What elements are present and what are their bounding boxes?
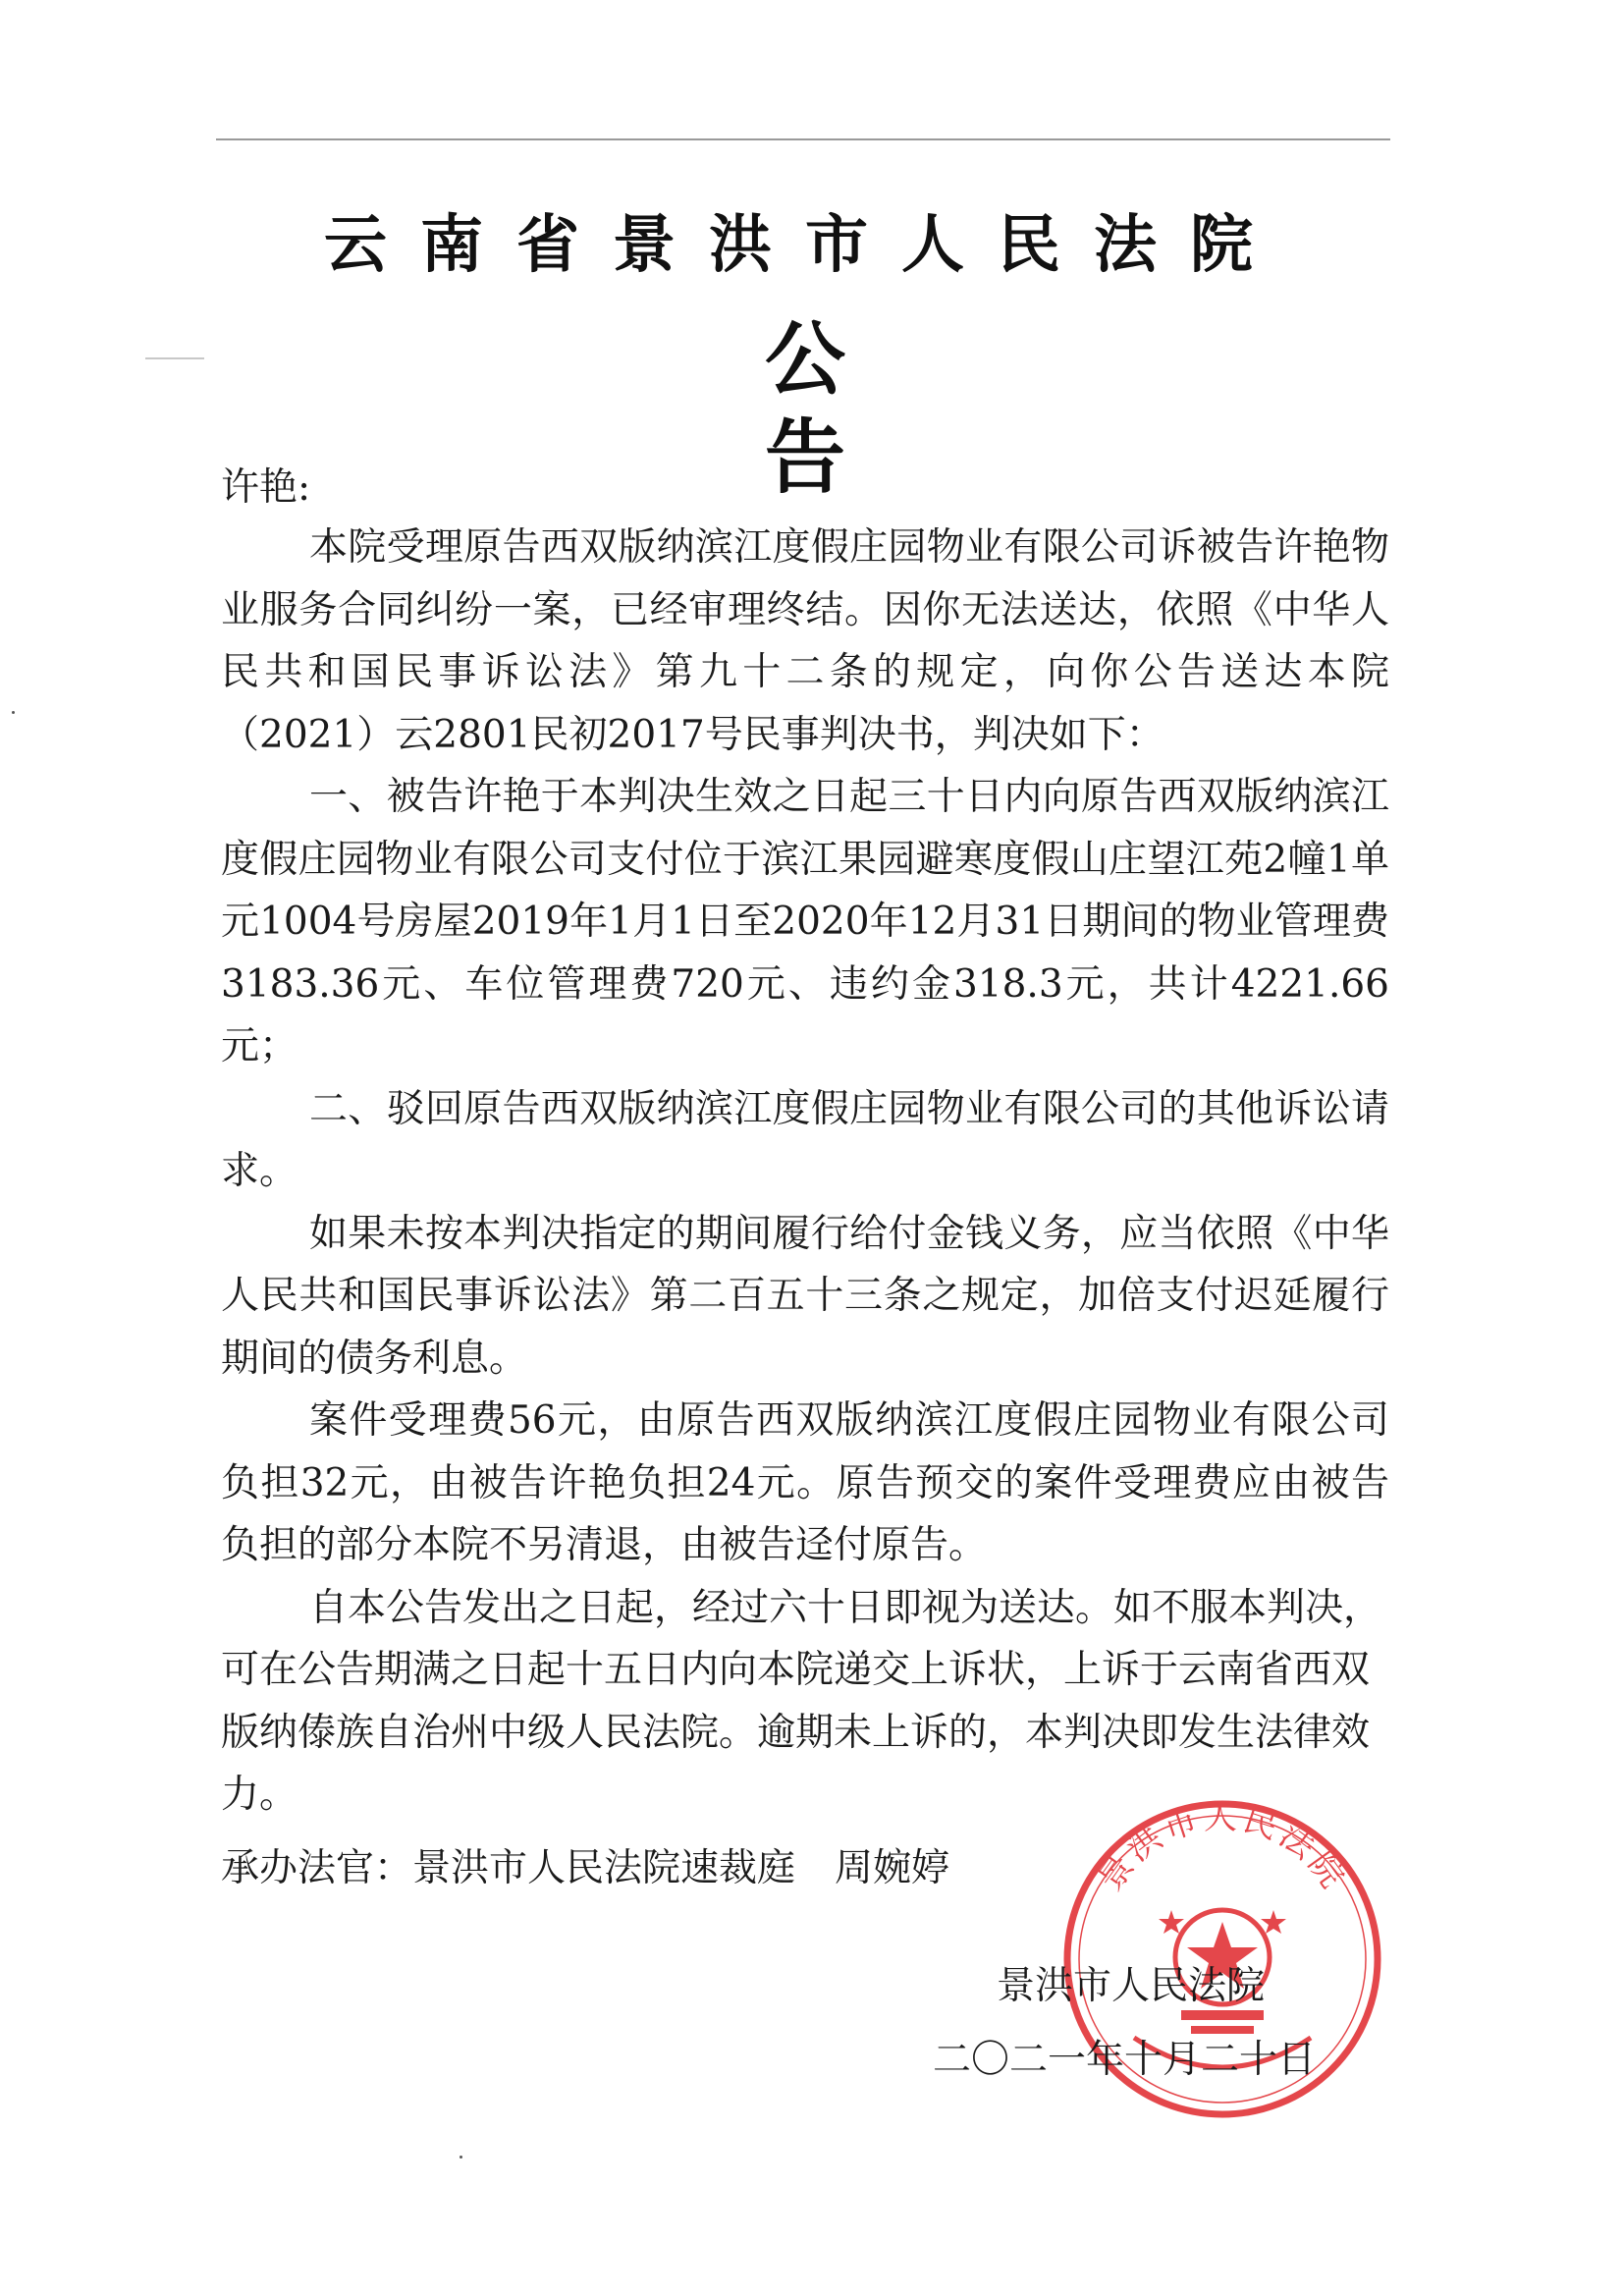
notice-body [221,517,1389,1827]
signing-date: 二〇二一年十月二十日 [933,2038,1317,2082]
paragraph-court-fees: 案件受理费56元，由原告西双版纳滨江度假庄园物业有限公司负担32元，由被告许艳负担24元。原告预交的案件受理费应由被告负担的部分本院不另清退，由被告迳付原告。 [221,1398,1389,1567]
paragraph-service-and-appeal: 自本公告发出之日起，经过六十日即视为送达。如不服本判决，可在公告期满之日起十五日内向本院递交上诉状，上诉于云南省西双版纳傣族自治州中级人民法院。逾期未上诉的，本判决即发生法律效力。 [221,1585,1382,1817]
scan-artifact [145,357,204,359]
court-name-heading: 云南省景洪市人民法院 [324,208,1286,282]
judge-name: 周婉婷 [835,1846,950,1890]
judge-label: 承办法官： [221,1846,413,1890]
notice-title: 公告 [764,312,993,505]
top-divider [216,138,1390,140]
paragraph-intro: 本院受理原告西双版纳滨江度假庄园物业有限公司诉被告许艳物业服务合同纠纷一案，已经审理终结。因你无法送达，依照《中华人民共和国民事诉讼法》第九十二条的规定，向你公告送达本院（2021）云2801民初2017号民事判决书，判决如下： [221,525,1389,757]
signing-court: 景洪市人民法院 [997,1964,1266,2008]
addressee: 许艳: [221,465,311,510]
paragraph-judgment-item-2: 二、驳回原告西双版纳滨江度假庄园物业有限公司的其他诉讼请求。 [221,1086,1389,1193]
scan-artifact [460,2156,462,2159]
paragraph-judgment-item-1: 一、被告许艳于本判决生效之日起三十日内向原告西双版纳滨江度假庄园物业有限公司支付位于滨江果园避寒度假山庄望江苑2幢1单元1004号房屋2019年1月1日至2020年12月31日期间的物业管理费3183.36元、车位管理费720元、违约金318.3元，共计4221.66元； [221,775,1389,1068]
scan-artifact [12,711,15,714]
paragraph-late-interest: 如果未按本判决指定的期间履行给付金钱义务，应当依照《中华人民共和国民事诉讼法》第二百五十三条之规定，加倍支付迟延履行期间的债务利息。 [221,1211,1389,1381]
svg-text:景洪市人民法院: 景洪市人民法院 [1091,1797,1354,1898]
judge-department: 景洪市人民法院速裁庭 [412,1846,796,1890]
